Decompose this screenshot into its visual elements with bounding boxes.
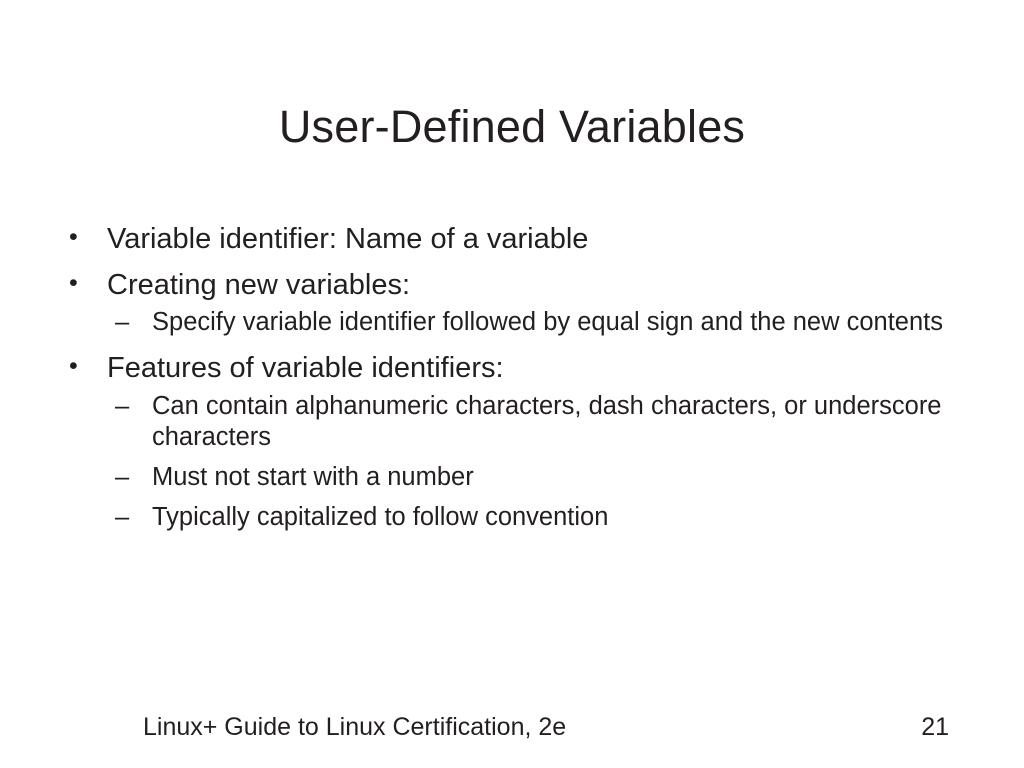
page-number: 21 (921, 713, 949, 741)
sub-bullet-list (107, 391, 972, 535)
page-title: User-Defined Variables (278, 101, 746, 153)
footer-text: Linux+ Guide to Linux Certification, 2e (143, 713, 567, 741)
bullet-icon: • (69, 223, 78, 251)
sub-bullet-list (107, 307, 972, 339)
list-item-label: Features of variable identifiers: (107, 352, 504, 385)
slide-body (62, 222, 972, 546)
dash-icon: – (115, 391, 130, 420)
list-item-label: Must not start with a number (152, 463, 474, 492)
list-item-label: Specify variable identifier followed by equal sign and the new contents (152, 308, 943, 337)
dash-icon: – (115, 308, 130, 337)
bullet-icon: • (69, 269, 78, 298)
list-item (62, 222, 972, 256)
list-item (107, 391, 972, 455)
list-item (62, 351, 972, 534)
bullet-list (62, 222, 972, 534)
list-item-label: Can contain alphanumeric characters, dash characters, or underscore characters (152, 391, 942, 452)
dash-icon: – (115, 463, 130, 492)
list-item-label: Typically capitalized to follow convention (152, 503, 609, 532)
list-item-label: Creating new variables: (107, 269, 411, 302)
bullet-icon: • (69, 352, 78, 381)
list-item (107, 462, 972, 494)
dash-icon: – (115, 503, 130, 532)
list-item (107, 307, 972, 339)
list-item (107, 502, 972, 534)
list-item (62, 268, 972, 339)
list-item-label: Variable identifier: Name of a variable (107, 223, 589, 255)
slide-footer (0, 708, 1024, 742)
